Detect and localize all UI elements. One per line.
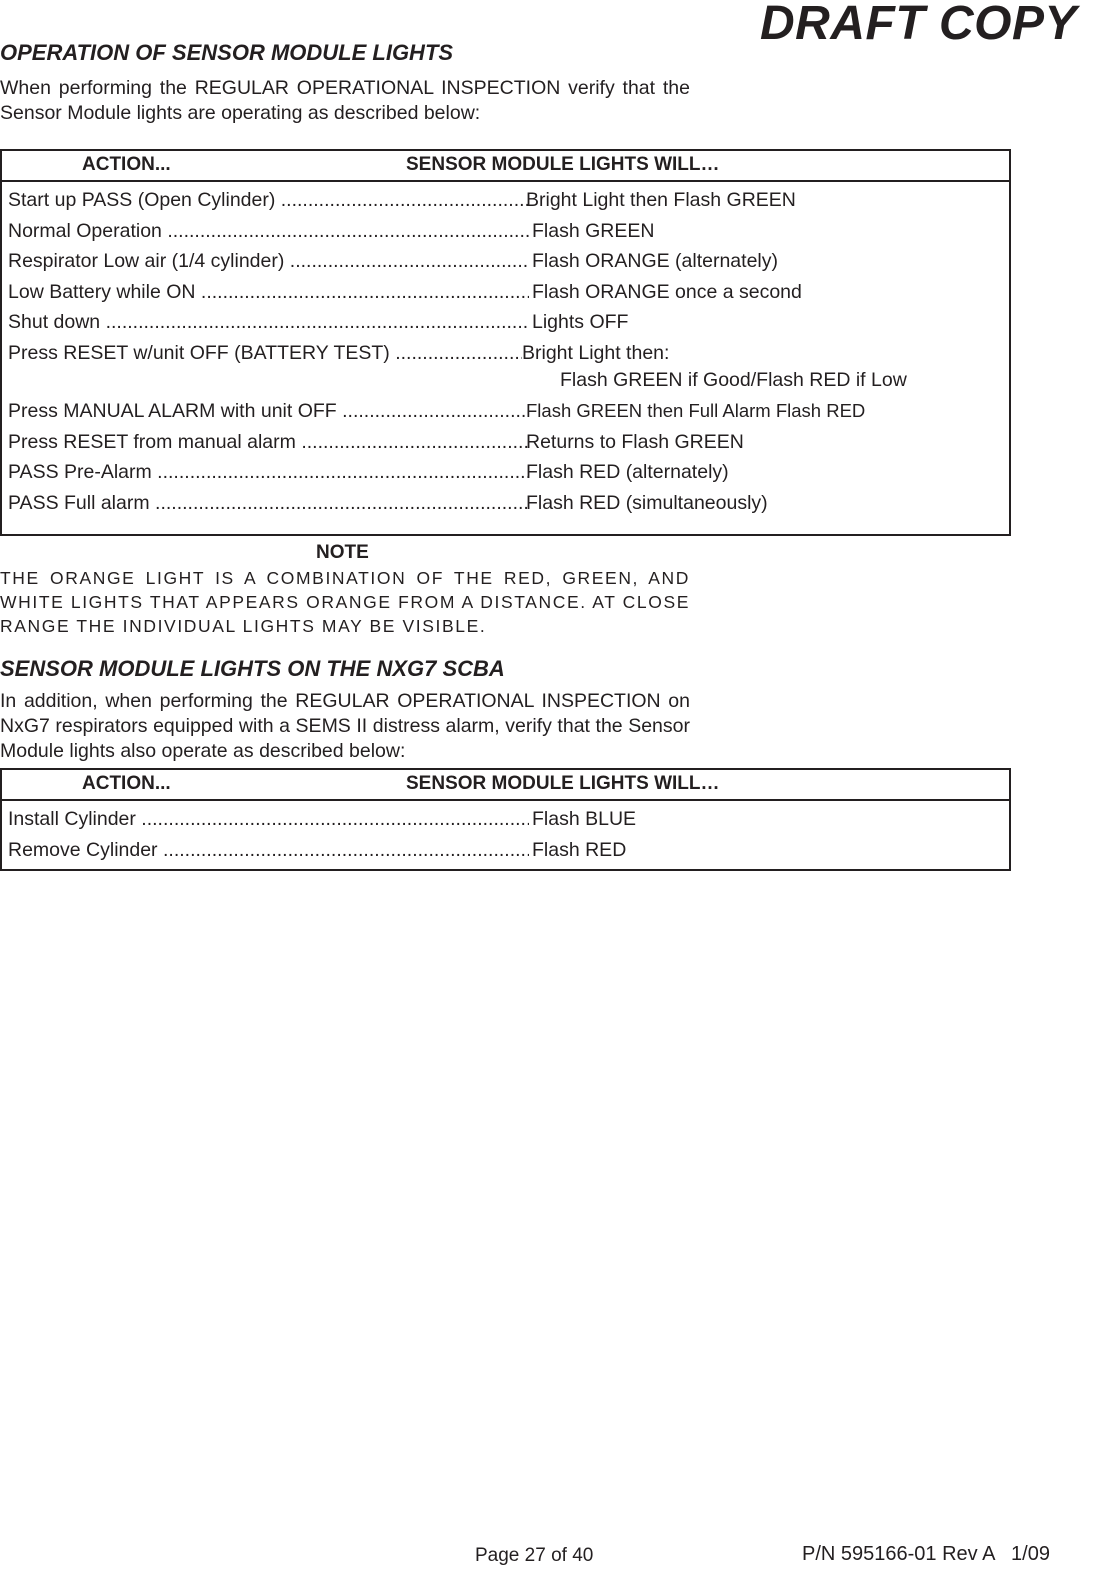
table-row [2, 339, 1009, 370]
table-row [2, 278, 1009, 309]
part-number: P/N 595166-01 Rev A 1/09 [802, 1543, 1050, 1565]
row-action: Normal Operation ..... [8, 220, 529, 243]
row-action: Low Battery while ON ..... [8, 281, 529, 304]
row-action: Press RESET w/unit OFF (BATTERY TEST) ..... [8, 342, 522, 365]
row-action: Start up PASS (Open Cylinder) ..... [8, 189, 529, 212]
table-header [2, 151, 1009, 182]
section-title-nxg7: SENSOR MODULE LIGHTS ON THE NXG7 SCBA [0, 656, 505, 681]
column-header-lights: SENSOR MODULE LIGHTS WILL… [406, 773, 720, 794]
row-result: Flash ORANGE (alternately) [532, 250, 778, 272]
row-action: PASS Full alarm ..... [8, 492, 529, 515]
row-action: Respirator Low air (1/4 cylinder) ..... [8, 250, 529, 273]
section-intro-nxg7: In addition, when performing the REGULAR OPERATIONAL INSPECTION on NxG7 respirators equipped with a SEMS II distress alarm, verify that the Sensor Module lights also operate as described below: [0, 690, 690, 762]
row-action: Press RESET from manual alarm ..... [8, 431, 529, 454]
row-result: Flash RED (simultaneously) [526, 491, 768, 514]
table-row [2, 805, 1009, 836]
row-action: PASS Pre-Alarm ..... [8, 461, 529, 484]
table-row [2, 397, 1009, 428]
section-intro: When performing the REGULAR OPERATIONAL INSPECTION verify that the Sensor Module lights are operating as described below: [0, 77, 690, 124]
column-header-action: ACTION... [82, 154, 171, 175]
table-row [2, 458, 1009, 489]
row-result: Flash RED [532, 838, 627, 861]
row-result-continuation: Flash GREEN if Good/Flash RED if Low [560, 369, 907, 391]
row-result: Flash BLUE [532, 808, 637, 830]
table-row [2, 217, 1009, 248]
table-row [2, 489, 1009, 520]
row-result: Bright Light then: [522, 341, 670, 364]
row-result: Flash RED (alternately) [526, 461, 729, 483]
page-number: Page 27 of 40 [475, 1545, 594, 1566]
table-row [2, 186, 1009, 217]
draft-copy-watermark: DRAFT COPY [760, 0, 1077, 50]
row-action: Remove Cylinder ..... [8, 839, 529, 862]
sensor-lights-table [0, 149, 1011, 536]
row-result: Returns to Flash GREEN [526, 430, 744, 453]
column-header-lights: SENSOR MODULE LIGHTS WILL… [406, 154, 720, 175]
row-action: Press MANUAL ALARM with unit OFF ..... [8, 400, 529, 423]
table-row [2, 308, 1009, 339]
nxg7-lights-table [0, 768, 1011, 871]
note-text: THE ORANGE LIGHT IS A COMBINATION OF THE RED, GREEN, AND WHITE LIGHTS THAT APPEARS ORANGE FROM A DISTANCE. AT CLOSE RANGE THE INDIVIDUAL LIGHTS MAY BE VISIBLE. [0, 568, 690, 636]
row-result: Flash GREEN then Full Alarm Flash RED [526, 400, 866, 421]
table-row [2, 428, 1009, 459]
table-header [2, 770, 1009, 801]
row-action: Shut down ..... [8, 311, 529, 334]
table-row-continuation [2, 369, 1009, 397]
table-row [2, 247, 1009, 278]
note-title: NOTE [316, 542, 369, 563]
table-row [2, 836, 1009, 867]
row-result: Bright Light then Flash GREEN [526, 189, 796, 211]
section-title-sensor-lights: OPERATION OF SENSOR MODULE LIGHTS [0, 40, 454, 65]
row-result: Flash ORANGE once a second [532, 280, 802, 303]
row-result: Lights OFF [532, 311, 629, 333]
row-result: Flash GREEN [532, 219, 655, 242]
row-action: Install Cylinder ..... [8, 808, 529, 831]
column-header-action: ACTION... [82, 773, 171, 794]
